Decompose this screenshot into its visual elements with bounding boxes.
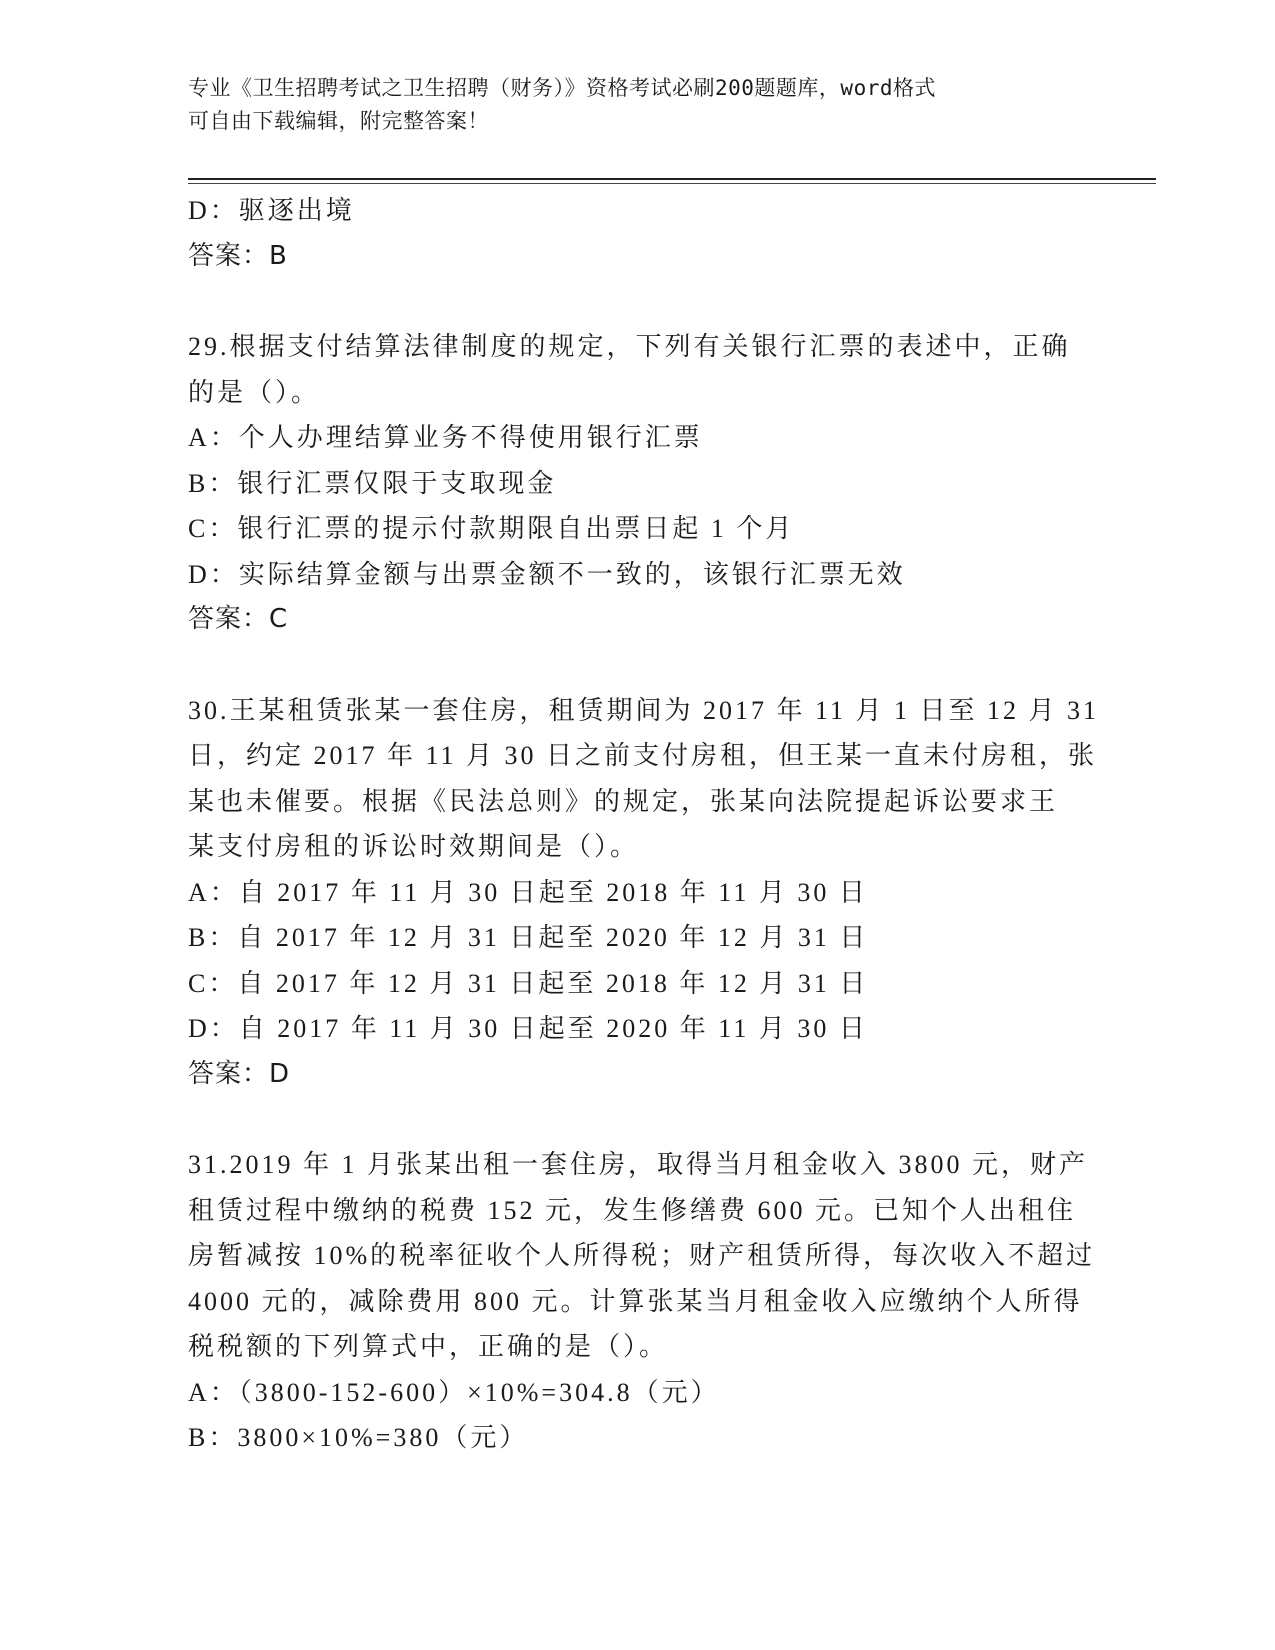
question-text-line: 税税额的下列算式中，正确的是（）。 [188,1332,669,1361]
question-text-line: 租赁过程中缴纳的税费 152 元，发生修缮费 600 元。已知个人出租住 [188,1195,1077,1225]
question-text-line: 房暂减按 10%的税率征收个人所得税；财产租赁所得，每次收入不超过 [188,1241,1096,1270]
question-list [188,188,1100,1461]
option-c: C：银行汇票的提示付款期限自出票日起 1 个月 [188,514,795,543]
option-b: B：自 2017 年 12 月 31 日起至 2020 年 12 月 31 日 [188,923,869,952]
question-text-line: 4000 元的，减除费用 800 元。计算张某当月租金收入应缴纳个人所得 [188,1286,1083,1316]
answer-line: 答案：C [188,604,289,634]
option-a: A：（3800-152-600）×10%=304.8（元） [188,1377,720,1407]
option-a: A：自 2017 年 11 月 30 日起至 2018 年 11 月 30 日 [188,877,868,907]
question-text-line: 的是（）。 [188,377,321,407]
question-text-line: 某也未催要。根据《民法总则》的规定，张某向法院提起诉讼要求王 [188,786,1059,816]
option-c: C：自 2017 年 12 月 31 日起至 2018 年 12 月 31 日 [188,968,869,998]
question-text-line: 日，约定 2017 年 11 月 30 日之前支付房租，但王某一直未付房租，张 [188,741,1098,770]
option-d: D：自 2017 年 11 月 30 日起至 2020 年 11 月 30 日 [188,1014,868,1043]
header-line-2: 可自由下载编辑，附完整答案！ [188,109,489,133]
option-d: D：实际结算金额与出票金额不一致的，该银行汇票无效 [188,559,906,589]
option-d: D：驱逐出境 [188,196,355,225]
header-line-1: 专业《卫生招聘考试之卫生招聘（财务）》资格考试必刷200题题库，word格式 [188,76,936,100]
question-text-line: 30.王某租赁张某一套住房，租赁期间为 2017 年 11 月 1 日至 12 月 31 [188,695,1100,725]
question-block-29 [188,324,1088,643]
answer-line: 答案：D [188,1058,291,1089]
option-b: B：3800×10%=380（元） [188,1423,529,1452]
header-rule-thin [188,183,1156,184]
question-block-28 [188,188,1088,279]
question-text-line: 31.2019 年 1 月张某出租一套住房，取得当月租金收入 3800 元，财产 [188,1150,1089,1179]
document-header [188,72,1068,138]
header-rule-thick [188,178,1156,180]
question-text-line: 29.根据支付结算法律制度的规定，下列有关银行汇票的表述中，正确 [188,332,1071,361]
question-text-line: 某支付房租的诉讼时效期间是（）。 [188,832,640,861]
answer-line: 答案：B [188,240,288,271]
question-block-31 [188,1142,1096,1461]
option-b: B：银行汇票仅限于支取现金 [188,468,557,498]
question-block-30 [188,688,1100,1098]
option-a: A：个人办理结算业务不得使用银行汇票 [188,423,703,452]
